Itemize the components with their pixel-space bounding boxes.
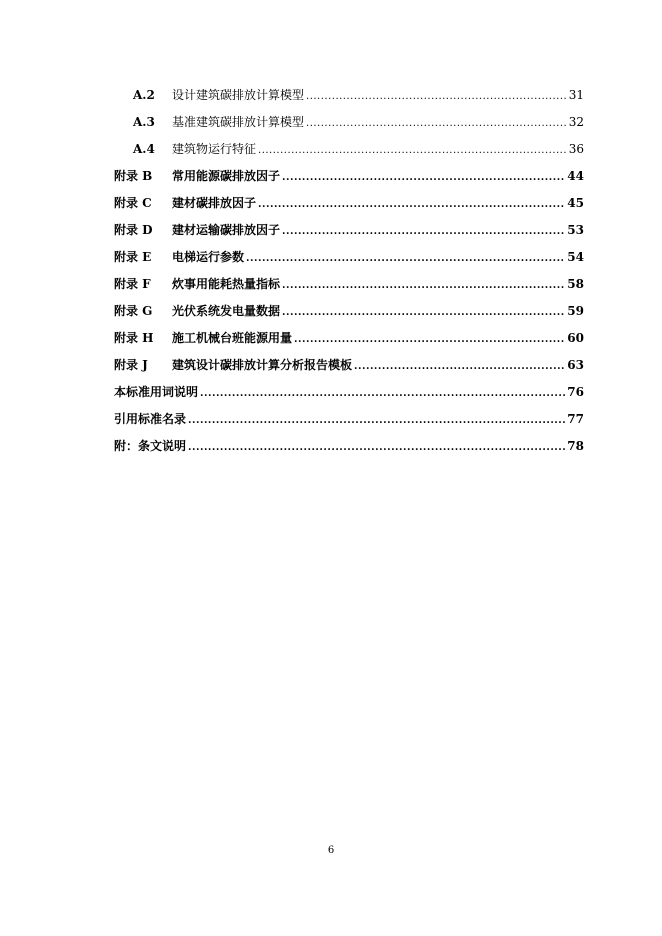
toc-entry-title: 本标准用词说明 xyxy=(114,385,199,399)
toc-entry-number: 附录 D xyxy=(114,223,153,237)
toc-entry-title: 建筑物运行特征 xyxy=(172,142,257,156)
toc-entry-number: 附录 J xyxy=(114,358,148,372)
toc-leader-dots xyxy=(258,191,565,218)
toc-entry-page: 60 xyxy=(567,331,584,345)
toc-entry-page: 53 xyxy=(567,223,584,237)
toc-entry-appendix-f[interactable] xyxy=(114,271,584,298)
toc-entry-page: 31 xyxy=(568,88,584,102)
toc-entry-number: 附录 F xyxy=(114,277,151,291)
toc-entry-appendix-d[interactable] xyxy=(114,217,584,244)
toc-entry-number: 附录 C xyxy=(114,196,152,210)
toc-entry-wording-explanation[interactable] xyxy=(114,379,584,406)
toc-entry-number: A.3 xyxy=(133,115,155,129)
toc-entry-page: 77 xyxy=(567,412,584,426)
toc-leader-dots xyxy=(282,218,565,245)
toc-entry-title: 常用能源碳排放因子 xyxy=(172,169,281,183)
toc-entry-number: 附录 E xyxy=(114,250,152,264)
toc-entry-page: 76 xyxy=(567,385,584,399)
toc-entry-appendix-e[interactable] xyxy=(114,244,584,271)
toc-entry-page: 58 xyxy=(567,277,584,291)
toc-entry-title: 施工机械台班能源用量 xyxy=(172,331,293,345)
toc-entry-page: 36 xyxy=(568,142,584,156)
toc-entry-page: 32 xyxy=(568,115,584,129)
toc-leader-dots xyxy=(188,434,565,461)
toc-entry-number: 附录 G xyxy=(114,304,153,318)
toc-entry-number: 附录 H xyxy=(114,331,154,345)
toc-entry-title: 附：条文说明 xyxy=(114,439,187,453)
toc-entry-page: 78 xyxy=(567,439,584,453)
toc-entry-title: 建筑设计碳排放计算分析报告模板 xyxy=(172,358,353,372)
toc-entry-number: A.4 xyxy=(133,142,155,156)
toc-entry-title: 电梯运行参数 xyxy=(172,250,245,264)
toc-entry-title: 设计建筑碳排放计算模型 xyxy=(172,88,305,102)
toc-entry-a2[interactable] xyxy=(114,82,584,109)
toc-entry-number: A.2 xyxy=(133,88,155,102)
toc-entry-appendix-h[interactable] xyxy=(114,325,584,352)
toc-entry-title: 基准建筑碳排放计算模型 xyxy=(172,115,305,129)
toc-entry-page: 44 xyxy=(567,169,584,183)
toc-leader-dots xyxy=(246,245,565,272)
toc-entry-referenced-standards[interactable] xyxy=(114,406,584,433)
toc-leader-dots xyxy=(282,272,565,299)
toc-entry-appendix-j[interactable] xyxy=(114,352,584,379)
toc-entry-title: 光伏系统发电量数据 xyxy=(172,304,281,318)
page-number: 6 xyxy=(327,845,335,856)
toc-entry-appendix-c[interactable] xyxy=(114,190,584,217)
toc-leader-dots xyxy=(282,164,565,191)
toc-entry-page: 54 xyxy=(567,250,584,264)
toc-entry-page: 59 xyxy=(567,304,584,318)
toc-leader-dots xyxy=(294,326,565,353)
toc-entry-a4[interactable] xyxy=(114,136,584,163)
toc-leader-dots xyxy=(282,299,565,326)
toc-entry-title: 建材运输碳排放因子 xyxy=(172,223,281,237)
toc-entry-number: 附录 B xyxy=(114,169,153,183)
toc-entry-a3[interactable] xyxy=(114,109,584,136)
toc-entry-title: 引用标准名录 xyxy=(114,412,187,426)
toc-entry-appendix-b[interactable] xyxy=(114,163,584,190)
table-of-contents xyxy=(114,82,584,460)
toc-leader-dots xyxy=(354,353,565,380)
toc-leader-dots xyxy=(188,407,565,434)
toc-entry-title: 建材碳排放因子 xyxy=(172,196,257,210)
toc-entry-clause-explanation[interactable] xyxy=(114,433,584,460)
toc-leader-dots xyxy=(258,137,567,164)
toc-entry-title: 炊事用能耗热量指标 xyxy=(172,277,281,291)
toc-entry-appendix-g[interactable] xyxy=(114,298,584,325)
toc-leader-dots xyxy=(306,110,567,137)
toc-leader-dots xyxy=(200,380,565,407)
toc-entry-page: 63 xyxy=(567,358,584,372)
toc-entry-page: 45 xyxy=(567,196,584,210)
toc-leader-dots xyxy=(306,83,567,110)
